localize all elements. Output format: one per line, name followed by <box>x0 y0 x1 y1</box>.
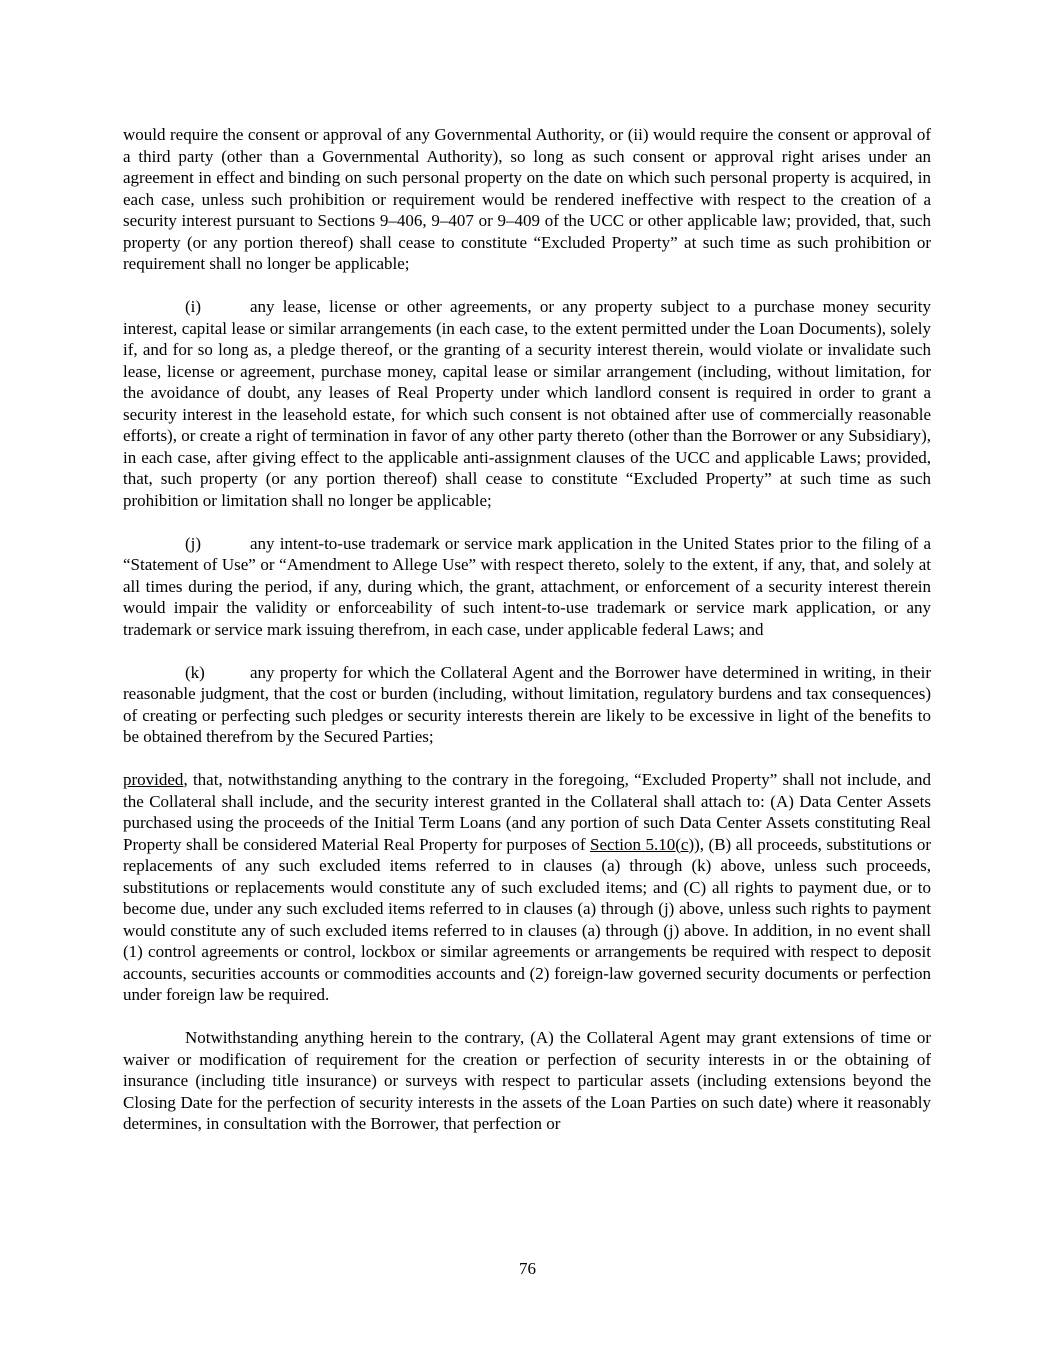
clause-k-label: (k) <box>185 662 205 682</box>
paragraph-continuation: would require the consent or approval of any Governmental Authority, or (ii) would require the consent or approval of a third party (other than a Governmental Authority), so long as such consent or approval right arises under an agreement in effect and binding on such personal property on the date on which such personal property is acquired, in each case, unless such prohibition or requirement would be rendered ineffective with respect to the creation of a security interest pursuant to Sections 9–406, 9–407 or 9–409 of the UCC or other applicable law; provided, that, such property (or any portion thereof) shall cease to constitute “Excluded Property” at such time as such prohibition or requirement shall no longer be applicable; <box>123 125 931 273</box>
clause-j-text: any intent-to-use trademark or service mark application in the United States prior to the filing of a “Statement of Use” or “Amendment to Allege Use” with respect thereto, solely to the extent, if any, that, and solely at all times during the period, if any, during which, the grant, attachment, or enforcement of a security interest therein would impair the validity or enforceability of such intent-to-use trademark or service mark application, or any trademark or service mark issuing therefrom, in each case, under applicable federal Laws; and <box>123 533 931 639</box>
clause-k-text: any property for which the Collateral Agent and the Borrower have determined in writing, in their reasonable judgment, that the cost or burden (including, without limitation, regulatory burdens and tax consequences) of creating or perfecting such pledges or security interests therein are likely to be excessive in light of the benefits to be obtained therefrom by the Secured Parties; <box>123 662 931 746</box>
section-5-10c-reference: Section 5.10(c) <box>590 834 695 854</box>
paragraph-proviso <box>123 769 931 1006</box>
clause-i-label: (i) <box>185 297 202 316</box>
clause-j-label: (j) <box>185 533 202 553</box>
paragraph-clause-j <box>123 533 931 641</box>
paragraph-clause-i <box>123 296 931 511</box>
proviso-text-first: , that, notwithstanding anything to the contrary in the foregoing, “Excluded Property” shall not include, and the Collateral shall include, and the security interest granted in the Collateral shall attach to: (A) Data Center Assets purchased using the proceeds of the Initial Term Loans (and any portion of such Data Center Assets constituting Real Property shall be considered Material Real Property for purposes of <box>123 770 931 854</box>
proviso-lead-underlined: provided <box>123 770 184 789</box>
page-number: 76 <box>519 1259 536 1278</box>
paragraph-notwithstanding: Notwithstanding anything herein to the contrary, (A) the Collateral Agent may grant extensions of time or waiver or modification of requirement for the creation or perfection of security interests in or the obtaining of insurance (including title insurance) or surveys with respect to particular assets (including extensions beyond the Closing Date for the perfection of security interests in the assets of the Loan Parties on such date) where it reasonably determines, in consultation with the Borrower, that perfection or <box>123 1028 931 1133</box>
clause-i-text: any lease, license or other agreements, or any property subject to a purchase money security interest, capital lease or similar arrangements (in each case, to the extent permitted under the Loan Documents), solely if, and for so long as, a pledge thereof, or the granting of a security interest therein, would violate or invalidate such lease, license or agreement, purchase money, capital lease or similar arrangement (including, without limitation, for the avoidance of doubt, any leases of Real Property under which landlord consent is required in order to grant a security interest in the leasehold estate, for which such consent is not obtained after use of commercially reasonable efforts), or create a right of termination in favor of any other party thereto (other than the Borrower or any Subsidiary), in each case, after giving effect to the applicable anti-assignment clauses of the UCC and applicable Laws; provided, that, such property (or any portion thereof) shall cease to constitute “Excluded Property” at such time as such prohibition or limitation shall no longer be applicable; <box>123 297 931 510</box>
document-body <box>123 124 931 1135</box>
paragraph-clause-k <box>123 662 931 748</box>
proviso-text-second: ), (B) all proceeds, substitutions or replacements of any such excluded items referred to in clauses (a) through (k) above, unless such proceeds, substitutions or replacements would constitute any of such excluded items; and (C) all rights to payment due, or to become due, under any such excluded items referred to in clauses (a) through (j) above, unless such rights to payment would constitute any of such excluded items referred to in clauses (a) through (j) above. In addition, in no event shall (1) control agreements or control, lockbox or similar agreements or arrangements be required with respect to deposit accounts, securities accounts or commodities accounts and (2) foreign-law governed security documents or perfection under foreign law be required. <box>123 834 931 1004</box>
